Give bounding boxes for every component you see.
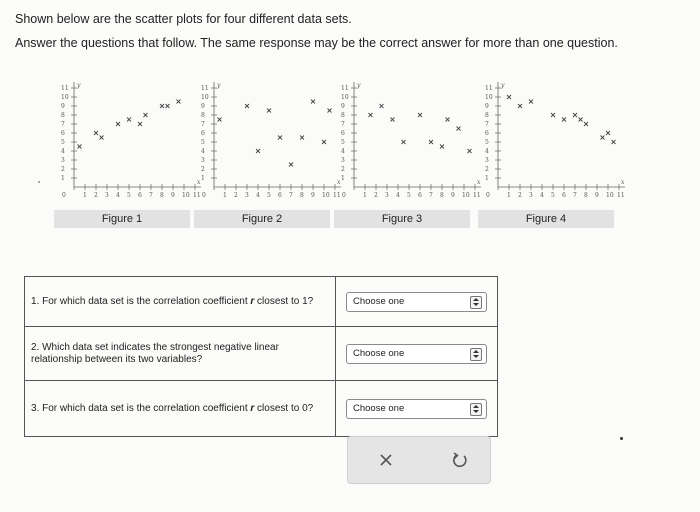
question-2-select-value: Choose one	[353, 347, 405, 359]
x-tick-label: 4	[116, 192, 120, 199]
figure-3	[334, 72, 481, 228]
data-point	[429, 140, 433, 144]
x-tick-label: 4	[540, 192, 544, 199]
clear-button[interactable]	[376, 450, 396, 470]
scatter-plot-2	[194, 72, 341, 210]
data-point	[289, 163, 293, 167]
origin-label: 0	[62, 192, 66, 199]
x-tick-label: 8	[300, 192, 304, 199]
y-tick-label: 6	[201, 130, 205, 137]
x-tick-label: 5	[127, 192, 131, 199]
question-2-select[interactable]	[346, 344, 487, 364]
data-point	[601, 136, 605, 140]
x-tick-label: 1	[223, 192, 227, 199]
x-tick-label: 8	[440, 192, 444, 199]
data-point	[440, 145, 444, 149]
y-axis-label: y	[217, 82, 221, 89]
x-tick-label: 9	[451, 192, 455, 199]
y-tick-label: 7	[61, 121, 65, 128]
data-point	[278, 136, 282, 140]
x-tick-label: 4	[396, 192, 400, 199]
x-tick-label: 8	[584, 192, 588, 199]
y-tick-label: 4	[61, 148, 65, 155]
y-tick-label: 11	[61, 85, 69, 92]
y-axis-label: y	[501, 82, 505, 89]
figure-1-label: Figure 1	[54, 210, 190, 228]
question-1-select[interactable]	[346, 292, 487, 312]
x-tick-label: 11	[193, 192, 201, 199]
data-point	[127, 118, 131, 122]
data-point	[579, 118, 583, 122]
x-tick-label: 3	[105, 192, 109, 199]
x-axis-label: x	[621, 179, 625, 186]
y-tick-label: 3	[201, 157, 205, 164]
origin-label: 0	[486, 192, 490, 199]
x-tick-label: 1	[83, 192, 87, 199]
x-tick-label: 7	[149, 192, 153, 199]
y-tick-label: 8	[61, 112, 65, 119]
decorative-dot	[620, 437, 623, 440]
x-tick-label: 10	[182, 192, 190, 199]
data-point	[267, 109, 271, 113]
instructions-line-1: Shown below are the scatter plots for four different data sets.	[15, 12, 352, 26]
x-tick-label: 5	[267, 192, 271, 199]
x-tick-label: 10	[322, 192, 330, 199]
data-point	[166, 104, 170, 108]
question-row-1	[25, 277, 498, 327]
question-2-text: 2. Which data set indicates the strongest negative linear relationship between its two variables?	[25, 327, 336, 381]
scatter-plot-3	[334, 72, 481, 210]
data-point	[311, 100, 315, 104]
x-tick-label: 1	[363, 192, 367, 199]
undo-icon	[450, 450, 470, 470]
x-axis-label: x	[337, 179, 341, 186]
data-point	[402, 140, 406, 144]
question-row-2	[25, 327, 498, 381]
data-point	[138, 122, 142, 126]
figure-3-label: Figure 3	[334, 210, 470, 228]
question-1-answer-cell	[336, 277, 498, 327]
reset-button[interactable]	[450, 450, 470, 470]
data-point	[606, 131, 610, 135]
y-tick-label: 6	[341, 130, 345, 137]
y-tick-label: 8	[341, 112, 345, 119]
y-tick-label: 10	[485, 94, 493, 101]
question-1-select-value: Choose one	[353, 295, 405, 307]
stray-mark	[38, 181, 40, 183]
y-tick-label: 5	[201, 139, 205, 146]
data-point	[446, 118, 450, 122]
x-tick-label: 2	[234, 192, 238, 199]
scatter-plot-4	[478, 72, 625, 210]
data-point	[457, 127, 461, 131]
y-tick-label: 11	[341, 85, 349, 92]
question-3-select[interactable]	[346, 399, 487, 419]
figure-1	[54, 72, 201, 228]
y-tick-label: 9	[61, 103, 65, 110]
data-point	[94, 131, 98, 135]
y-tick-label: 8	[485, 112, 489, 119]
y-tick-label: 1	[201, 175, 205, 182]
y-tick-label: 3	[485, 157, 489, 164]
y-tick-label: 2	[201, 166, 205, 173]
x-tick-label: 6	[278, 192, 282, 199]
question-3-text: 3. For which data set is the correlation coefficient r closest to 0?	[25, 381, 336, 437]
question-3-answer-cell	[336, 381, 498, 437]
data-point	[322, 140, 326, 144]
y-tick-label: 4	[341, 148, 345, 155]
y-tick-label: 10	[341, 94, 349, 101]
y-tick-label: 1	[61, 175, 65, 182]
data-point	[328, 109, 332, 113]
y-tick-label: 2	[341, 166, 345, 173]
answer-actions	[347, 436, 491, 484]
select-arrows-icon	[470, 403, 482, 416]
y-tick-label: 7	[485, 121, 489, 128]
data-point	[78, 145, 82, 149]
data-point	[369, 113, 373, 117]
data-point	[218, 118, 222, 122]
figure-2-label: Figure 2	[194, 210, 330, 228]
x-icon	[376, 450, 396, 470]
instructions-line-2: Answer the questions that follow. The same response may be the correct answer for more than one question.	[15, 36, 618, 50]
y-tick-label: 2	[61, 166, 65, 173]
select-arrows-icon	[470, 296, 482, 309]
x-tick-label: 7	[573, 192, 577, 199]
x-tick-label: 6	[138, 192, 142, 199]
figure-2	[194, 72, 341, 228]
x-tick-label: 3	[245, 192, 249, 199]
x-tick-label: 2	[94, 192, 98, 199]
y-tick-label: 5	[61, 139, 65, 146]
data-point	[418, 113, 422, 117]
x-tick-label: 6	[562, 192, 566, 199]
y-tick-label: 3	[341, 157, 345, 164]
y-tick-label: 8	[201, 112, 205, 119]
x-tick-label: 9	[311, 192, 315, 199]
x-tick-label: 9	[595, 192, 599, 199]
x-tick-label: 3	[385, 192, 389, 199]
y-axis-label: y	[77, 82, 81, 89]
data-point	[177, 100, 181, 104]
y-tick-label: 3	[61, 157, 65, 164]
y-tick-label: 10	[61, 94, 69, 101]
data-point	[380, 104, 384, 108]
y-tick-label: 2	[485, 166, 489, 173]
data-point	[562, 118, 566, 122]
origin-label: 0	[342, 192, 346, 199]
data-point	[391, 118, 395, 122]
question-3-select-value: Choose one	[353, 402, 405, 414]
y-tick-label: 9	[201, 103, 205, 110]
y-tick-label: 9	[485, 103, 489, 110]
data-point	[612, 140, 616, 144]
y-axis-label: y	[357, 82, 361, 89]
x-tick-label: 7	[289, 192, 293, 199]
y-tick-label: 11	[485, 85, 493, 92]
x-axis-label: x	[197, 179, 201, 186]
data-point	[300, 136, 304, 140]
x-tick-label: 10	[462, 192, 470, 199]
y-tick-label: 1	[485, 175, 489, 182]
y-tick-label: 9	[341, 103, 345, 110]
figure-4	[478, 72, 625, 228]
y-tick-label: 4	[201, 148, 205, 155]
data-point	[256, 149, 260, 153]
questions-table	[24, 276, 498, 437]
data-point	[468, 149, 472, 153]
x-tick-label: 5	[407, 192, 411, 199]
x-tick-label: 11	[473, 192, 481, 199]
y-tick-label: 10	[201, 94, 209, 101]
x-tick-label: 9	[171, 192, 175, 199]
y-tick-label: 7	[341, 121, 345, 128]
y-tick-label: 4	[485, 148, 489, 155]
x-tick-label: 2	[374, 192, 378, 199]
select-arrows-icon	[470, 348, 482, 361]
question-2-answer-cell	[336, 327, 498, 381]
x-tick-label: 6	[418, 192, 422, 199]
x-tick-label: 11	[617, 192, 625, 199]
data-point	[100, 136, 104, 140]
x-tick-label: 5	[551, 192, 555, 199]
x-tick-label: 8	[160, 192, 164, 199]
figure-4-label: Figure 4	[478, 210, 614, 228]
x-tick-label: 1	[507, 192, 511, 199]
y-tick-label: 5	[341, 139, 345, 146]
y-tick-label: 11	[201, 85, 209, 92]
x-tick-label: 2	[518, 192, 522, 199]
data-point	[584, 122, 588, 126]
scatter-plot-1	[54, 72, 201, 210]
x-tick-label: 3	[529, 192, 533, 199]
data-point	[160, 104, 164, 108]
y-tick-label: 7	[201, 121, 205, 128]
y-tick-label: 6	[485, 130, 489, 137]
x-axis-label: x	[477, 179, 481, 186]
data-point	[245, 104, 249, 108]
data-point	[144, 113, 148, 117]
x-tick-label: 11	[333, 192, 341, 199]
y-tick-label: 5	[485, 139, 489, 146]
x-tick-label: 4	[256, 192, 260, 199]
data-point	[507, 95, 511, 99]
data-point	[518, 104, 522, 108]
data-point	[551, 113, 555, 117]
y-tick-label: 6	[61, 130, 65, 137]
x-tick-label: 7	[429, 192, 433, 199]
question-row-3	[25, 381, 498, 437]
x-tick-label: 10	[606, 192, 614, 199]
origin-label: 0	[202, 192, 206, 199]
question-1-text: 1. For which data set is the correlation coefficient r closest to 1?	[25, 277, 336, 327]
data-point	[529, 100, 533, 104]
y-tick-label: 1	[341, 175, 345, 182]
data-point	[116, 122, 120, 126]
data-point	[573, 113, 577, 117]
